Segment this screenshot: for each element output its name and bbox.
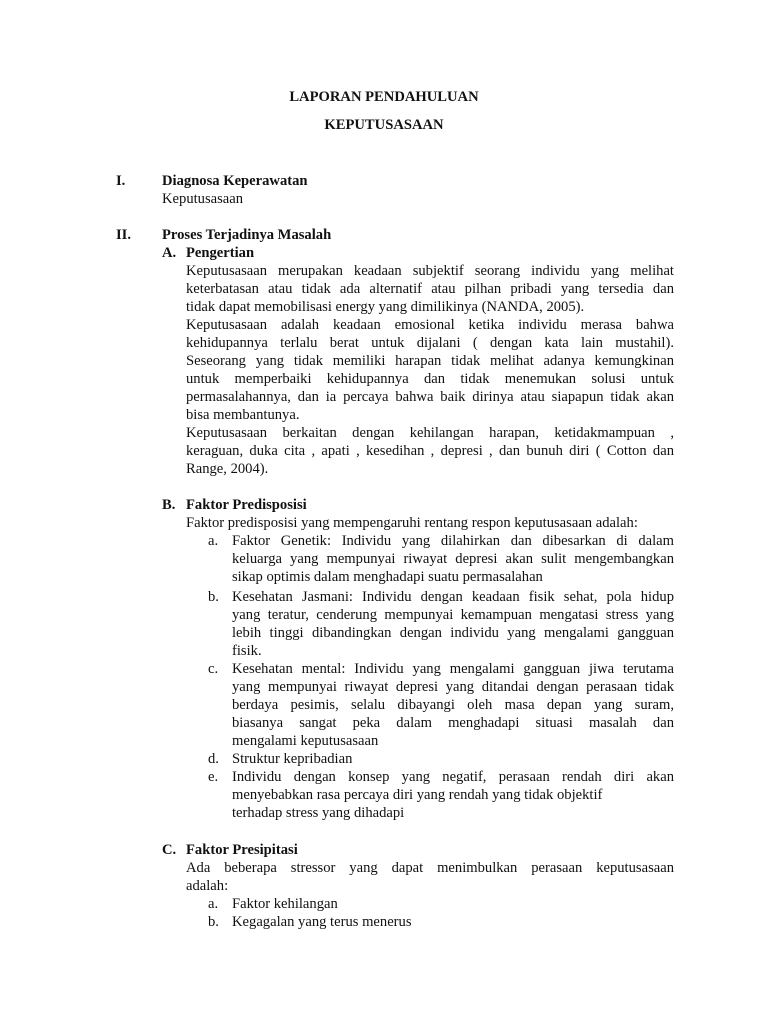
paragraph-line: adalah: [186, 878, 229, 894]
list-line: yang teratur, cenderung mempunyai kemampuan mengatasi stress yang [232, 607, 674, 623]
paragraph-line: kehidupannya terlalu berat untuk dijalani ( dengan kata lain mustahil). [186, 335, 674, 351]
list-line: Faktor kehilangan [232, 896, 338, 912]
list-line: yang mempunyai riwayat depresi yang ditandai dengan perasaan tidak [232, 679, 674, 695]
list-line: Individu dengan konsep yang negatif, perasaan rendah diri akan [232, 769, 674, 785]
section-1-heading: Diagnosa Keperawatan [162, 173, 308, 189]
list-marker: b. [208, 914, 219, 930]
paragraph-line: keterbatasan atau tidak ada alternatif atau pilhan pribadi yang tersedia dan [186, 281, 674, 297]
paragraph-line: tidak dapat memobilisasi energy yang dimilikinya (NANDA, 2005). [186, 299, 585, 315]
list-line: fisik. [232, 643, 262, 659]
report-title: LAPORAN PENDAHULUAN [289, 89, 479, 105]
paragraph-line: Keputusasaan adalah keadaan emosional ketika individu merasa bahwa [186, 317, 674, 333]
list-line: Kesehatan Jasmani: Individu dengan keadaan fisik sehat, pola hidup [232, 589, 674, 605]
list-line: lebih tinggi dibandingkan dengan individu yang mengalami gangguan [232, 625, 674, 641]
paragraph-line: Keputusasaan merupakan keadaan subjektif seorang individu yang melihat [186, 263, 674, 279]
list-line: biasanya sangat peka dalam menghadapi situasi masalah dan [232, 715, 674, 731]
section-2-heading: Proses Terjadinya Masalah [162, 227, 332, 243]
section-2-number: II. [116, 227, 132, 243]
subsection-a-body [186, 262, 674, 478]
subsection-a-mark: A. [162, 245, 177, 261]
subsection-c-intro [186, 859, 674, 895]
list-line: terhadap stress yang dihadapi [232, 805, 405, 821]
list-line: Kesehatan mental: Individu yang mengalami gangguan jiwa terutama [232, 661, 674, 677]
list-line: sikap optimis dalam menghadapi suatu permasalahan [232, 569, 543, 585]
paragraph-line: Ada beberapa stressor yang dapat menimbulkan perasaan keputusasaan [186, 860, 674, 876]
list-line: Struktur kepribadian [232, 751, 353, 767]
subsection-c-heading: Faktor Presipitasi [186, 842, 298, 858]
paragraph-line: bisa membantunya. [186, 407, 300, 423]
section-1-number: I. [116, 173, 126, 189]
list-line: Faktor Genetik: Individu yang dilahirkan dan dibesarkan di dalam [232, 533, 674, 549]
report-subtitle: KEPUTUSASAAN [324, 117, 444, 133]
paragraph-line: Range, 2004). [186, 461, 269, 477]
paragraph-line: Keputusasaan berkaitan dengan kehilangan harapan, ketidakmampuan , [186, 425, 674, 441]
list-marker: d. [208, 751, 219, 767]
list-marker: e. [208, 769, 219, 785]
paragraph-line: untuk memperbaiki kehidupannya dan tidak menemukan solusi untuk [186, 371, 674, 387]
subsection-c-mark: C. [162, 842, 177, 858]
list-marker: a. [208, 533, 219, 549]
list-marker: b. [208, 589, 219, 605]
list-line: mengalami keputusasaan [232, 733, 379, 749]
subsection-a-heading: Pengertian [186, 245, 255, 261]
list-marker: a. [208, 896, 219, 912]
paragraph-line: Seseorang yang tidak memiliki harapan tidak melihat adanya kemungkinan [186, 353, 674, 369]
list-line: menyebabkan rasa percaya diri yang rendah yang tidak objektif [232, 787, 603, 803]
paragraph-line: permasalahannya, dan ia percaya bahwa baik dirinya atau siapapun tidak akan [186, 389, 674, 405]
subsection-b-mark: B. [162, 497, 176, 513]
section-1-body: Keputusasaan [162, 191, 244, 207]
list-line: berdaya pesimis, selalu dibayangi oleh masa depan yang suram, [232, 697, 674, 713]
list-line: Kegagalan yang terus menerus [232, 914, 412, 930]
list-line: keluarga yang mempunyai riwayat depresi akan sulit mengembangkan [232, 551, 674, 567]
subsection-b-heading: Faktor Predisposisi [186, 497, 307, 513]
list-marker: c. [208, 661, 219, 677]
subsection-b-intro: Faktor predisposisi yang mempengaruhi rentang respon keputusasaan adalah: [186, 515, 638, 531]
paragraph-line: keraguan, duka cita , apati , kesedihan , depresi , dan bunuh diri ( Cotton dan [186, 443, 674, 459]
